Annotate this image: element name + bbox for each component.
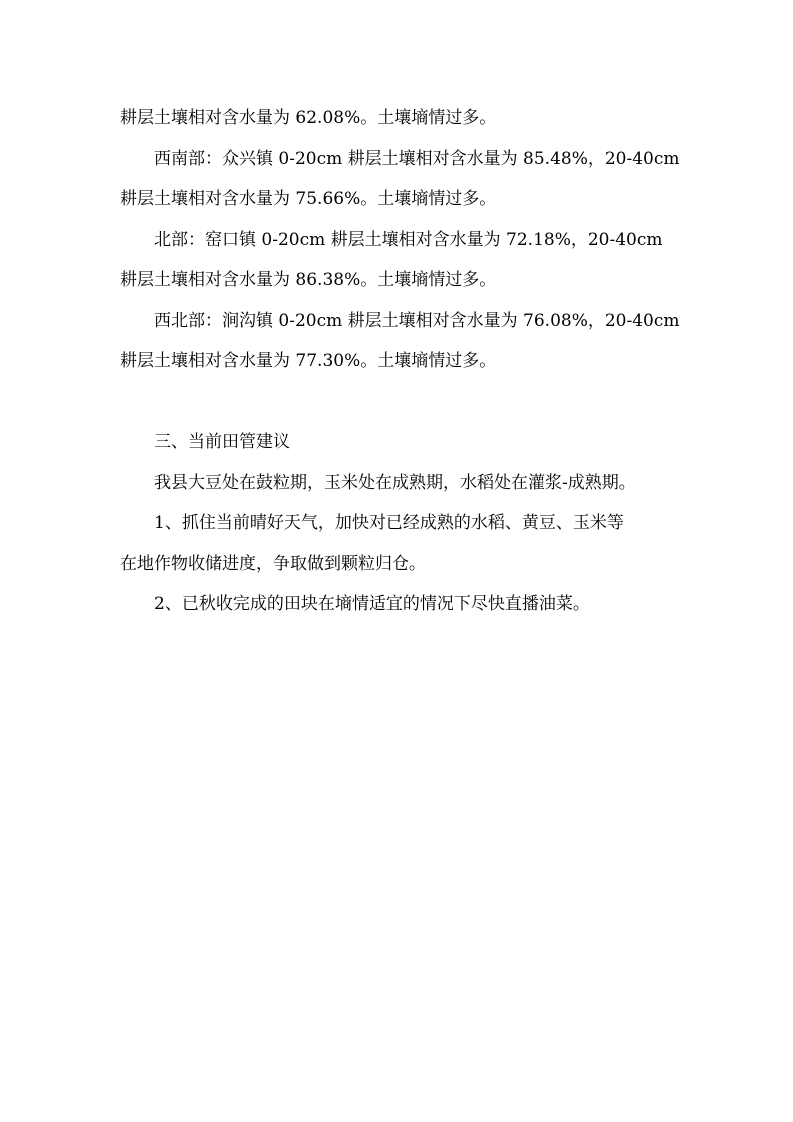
paragraph-north: 北部：窑口镇 0-20cm 耕层土壤相对含水量为 72.18%，20-40cm [154,229,663,250]
blank-line [120,382,690,423]
list-item-1-continuation: 在地作物收储进度，争取做到颗粒归仓。 [120,553,426,574]
paragraph-line: 耕层土壤相对含水量为 77.30%。土壤墒情过多。 [120,351,497,371]
document-body [120,98,690,625]
section-intro: 我县大豆处在鼓粒期，玉米处在成熟期，水稻处在灌浆-成熟期。 [154,472,636,493]
paragraph-line: 耕层土壤相对含水量为 62.08%。土壤墒情过多。 [120,108,497,128]
list-item-2: 2、已秋收完成的田块在墒情适宜的情况下尽快直播油菜。 [154,594,590,614]
paragraph-line: 耕层土壤相对含水量为 86.38%。土壤墒情过多。 [120,270,497,290]
paragraph-northwest: 西北部：涧沟镇 0-20cm 耕层土壤相对含水量为 76.08%，20-40cm [154,310,680,331]
section-heading: 三、当前田管建议 [154,432,290,452]
list-item-1: 1、抓住当前晴好天气，加快对已经成熟的水稻、黄豆、玉米等 [154,513,624,533]
paragraph-line: 耕层土壤相对含水量为 75.66%。土壤墒情过多。 [120,189,497,209]
paragraph-southwest: 西南部：众兴镇 0-20cm 耕层土壤相对含水量为 85.48%，20-40cm [154,148,680,169]
